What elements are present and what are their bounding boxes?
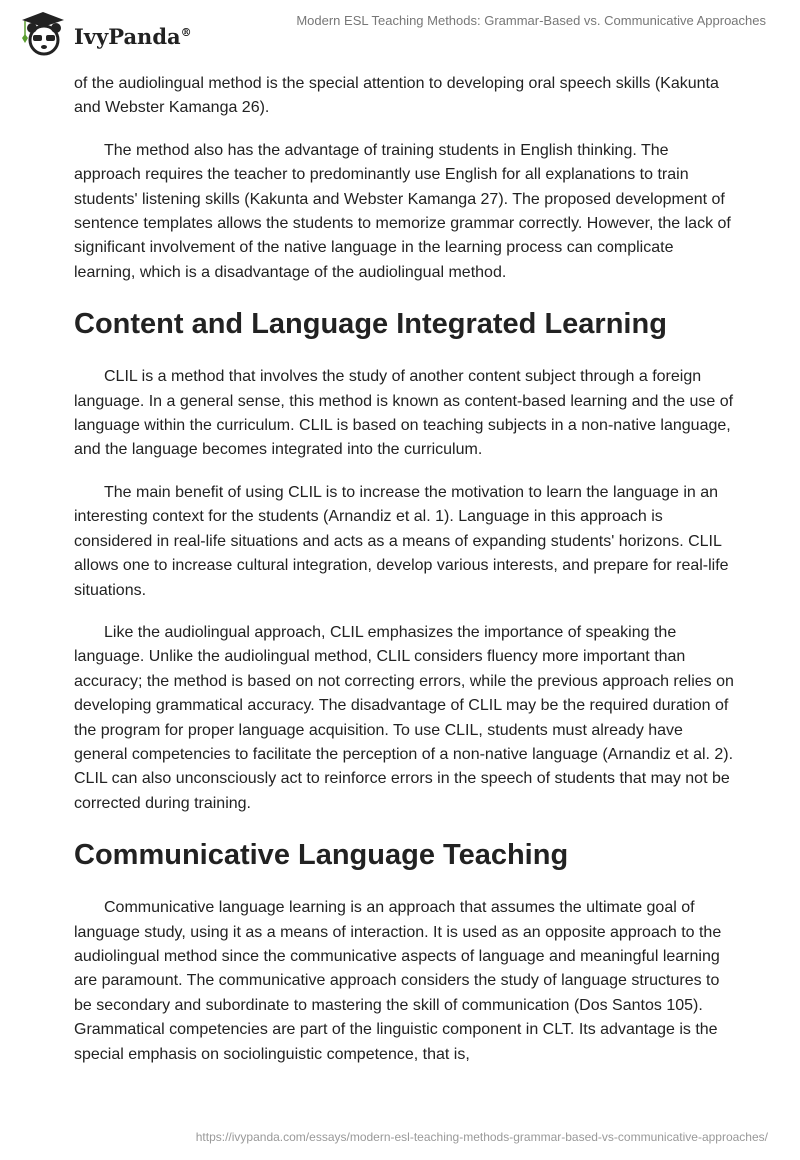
section-heading: Communicative Language Teaching bbox=[74, 839, 569, 872]
paragraph: Like the audiolingual approach, CLIL emphasizes the importance of speaking the language. Unlike the audiolingual method, CLIL considers fluency more important than accuracy; the method is based on not correcting errors, while the previous approach relies on developing grammatical accuracy. The disadvantage of CLIL may be the required duration of the program for proper language acquisition. To use CLIL, students must already have general competencies to facilitate the perception of a non-native language (Arnandiz et al. 2). CLIL can also unconsciously act to reinforce errors in the speech of students that may not be corrected during training. bbox=[74, 623, 734, 812]
paragraph: of the audiolingual method is the special attention to developing oral speech skills (Kakunta and Webster Kamanga 26). bbox=[74, 75, 719, 117]
paragraph: The main benefit of using CLIL is to increase the motivation to learn the language in an interesting context for the students (Arnandiz et al. 1). Language in this approach is considered in real-life situations and acts as a means of expanding students' horizons. CLIL allows one to increase cultural integration, develop various interests, and prepare for real-life situations. bbox=[74, 483, 729, 599]
panda-graduate-icon bbox=[18, 8, 68, 58]
section-heading: Content and Language Integrated Learning bbox=[74, 308, 667, 341]
logo-text: IvyPanda® bbox=[74, 23, 192, 49]
source-url[interactable]: https://ivypanda.com/essays/modern-esl-teaching-methods-grammar-based-vs-communicative-approaches/ bbox=[195, 1130, 768, 1144]
ivypanda-logo[interactable] bbox=[18, 8, 192, 58]
article-body bbox=[74, 72, 734, 1085]
paragraph: CLIL is a method that involves the study of another content subject through a foreign language. In a general sense, this method is known as content-based learning and the use of language within the curriculum. CLIL is based on teaching subjects in a non-native language, and the language becomes integrated into the curriculum. bbox=[74, 368, 734, 459]
paragraph: The method also has the advantage of training students in English thinking. The approach requires the teacher to predominantly use English for all explanations to train students' listening skills (Kakunta and Webster Kamanga 27). The proposed development of sentence templates allows the students to memorize grammar correctly. However, the lack of significant involvement of the native language in the learning process can complicate learning, which is a disadvantage of the audiolingual method. bbox=[74, 141, 731, 281]
document-title: Modern ESL Teaching Methods: Grammar-Based vs. Communicative Approaches bbox=[296, 13, 766, 28]
paragraph: Communicative language learning is an approach that assumes the ultimate goal of language study, using it as a means of interaction. It is used as an opposite approach to the audiolingual method since the communicative aspects of language and meaningful learning are paramount. The communicative approach considers the study of language structures to be secondary and subordinate to mastering the skill of communication (Dos Santos 105). Grammatical competencies are part of the linguistic component in CLT. Its advantage is the special emphasis on sociolinguistic competence, that is, bbox=[74, 899, 722, 1063]
